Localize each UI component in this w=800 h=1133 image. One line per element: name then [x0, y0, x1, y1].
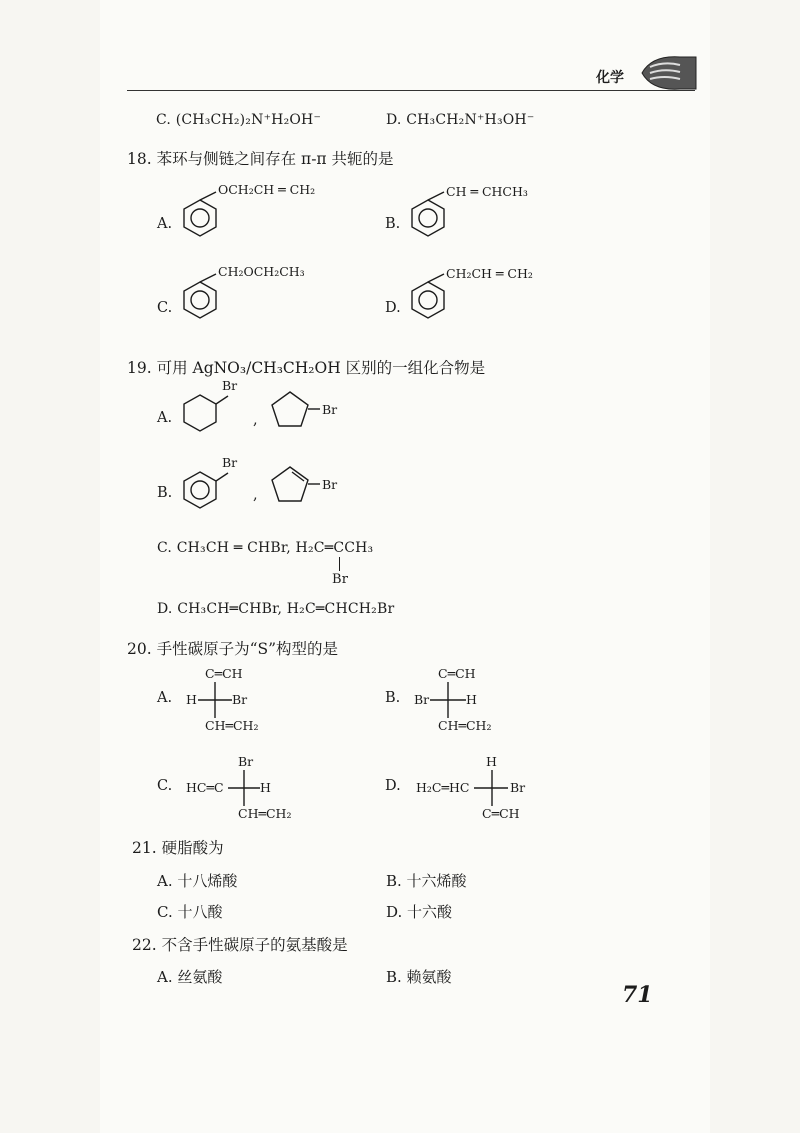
svg-text:CH═CH₂: CH═CH₂: [238, 806, 292, 821]
page-number: 71: [622, 982, 653, 1008]
q19-a-sep: ,: [253, 412, 258, 428]
svg-text:C═CH: C═CH: [438, 666, 476, 681]
q19-b-cyclopentenyl-bromide: [268, 463, 358, 523]
q18-b-label: B.: [385, 216, 401, 232]
q19-b-br2: Br: [322, 477, 338, 492]
q18-stem: 18. 苯环与侧链之间存在 π-π 共轭的是: [127, 150, 394, 168]
q18-a-label: A.: [157, 216, 173, 232]
q20-a-fischer: [180, 664, 300, 736]
svg-text:C═CH: C═CH: [205, 666, 243, 681]
q20-stem: 20. 手性碳原子为“S”构型的是: [127, 640, 339, 658]
q17-option-d: D. CH₃CH₂N⁺H₃OH⁻: [386, 112, 535, 128]
q21-option-b: B. 十六烯酸: [386, 872, 467, 890]
q18-b-structure: [408, 184, 608, 250]
q19-c-bond: [339, 557, 340, 571]
book-page: [100, 0, 710, 1133]
q19-option-d: D. CH₃CH═CHBr, H₂C═CHCH₂Br: [157, 601, 395, 617]
q17-option-c: C. (CH₃CH₂)₂N⁺H₂OH⁻: [156, 112, 322, 128]
subject-label: 化学: [596, 70, 624, 86]
book-logo-icon: [640, 53, 698, 93]
q19-a-br2: Br: [322, 402, 338, 417]
q18-a-chain: OCH₂CH ═ CH₂: [218, 182, 316, 197]
svg-text:H₂C═HC: H₂C═HC: [416, 780, 470, 795]
svg-text:C═CH: C═CH: [482, 806, 520, 821]
q19-a-label: A.: [157, 410, 173, 426]
q21-option-c: C. 十八酸: [157, 903, 223, 921]
svg-text:Br: Br: [414, 692, 430, 707]
q19-b-bromobenzene: [180, 455, 260, 519]
svg-text:H: H: [260, 780, 271, 795]
q20-b-label: B.: [385, 690, 401, 706]
q18-c-label: C.: [157, 300, 173, 316]
q22-option-b: B. 赖氨酸: [386, 968, 452, 986]
q19-b-sep: ,: [253, 487, 258, 503]
svg-text:H: H: [466, 692, 477, 707]
q20-c-fischer: [180, 752, 320, 824]
q18-a-structure: [180, 182, 380, 250]
svg-text:CH═CH₂: CH═CH₂: [205, 718, 259, 733]
q20-d-fischer: [412, 752, 572, 824]
q18-d-chain: CH₂CH ═ CH₂: [446, 266, 533, 281]
q18-d-label: D.: [385, 300, 401, 316]
q19-a-cyclohexyl-bromide: [180, 378, 260, 442]
q19-b-br1: Br: [222, 455, 238, 470]
q19-c-br: Br: [332, 572, 349, 587]
q20-d-label: D.: [385, 778, 401, 794]
q18-c-structure: [180, 264, 380, 332]
q19-a-cyclopentyl-bromide: [268, 388, 358, 448]
q22-option-a: A. 丝氨酸: [157, 968, 223, 986]
q19-a-br1: Br: [222, 378, 238, 393]
q19-option-c: C. CH₃CH ═ CHBr, H₂C═CCH₃: [157, 540, 374, 556]
q21-stem: 21. 硬脂酸为: [132, 839, 224, 857]
svg-text:HC═C: HC═C: [186, 780, 224, 795]
q18-b-chain: CH ═ CHCH₃: [446, 184, 528, 199]
q21-option-d: D. 十六酸: [386, 903, 453, 921]
q22-stem: 22. 不含手性碳原子的氨基酸是: [132, 936, 348, 954]
q21-option-a: A. 十八烯酸: [157, 872, 238, 890]
q19-stem: 19. 可用 AgNO₃/CH₃CH₂OH 区别的一组化合物是: [127, 359, 486, 377]
svg-text:Br: Br: [510, 780, 526, 795]
svg-text:H: H: [186, 692, 197, 707]
q18-c-chain: CH₂OCH₂CH₃: [218, 264, 305, 279]
q19-b-label: B.: [157, 485, 173, 501]
svg-text:Br: Br: [232, 692, 248, 707]
q20-b-fischer: [410, 664, 530, 736]
svg-text:CH═CH₂: CH═CH₂: [438, 718, 492, 733]
q18-d-structure: [408, 266, 608, 332]
header-rule: [127, 90, 695, 91]
svg-text:Br: Br: [238, 754, 254, 769]
q20-c-label: C.: [157, 778, 173, 794]
svg-text:H: H: [486, 754, 497, 769]
q20-a-label: A.: [157, 690, 173, 706]
